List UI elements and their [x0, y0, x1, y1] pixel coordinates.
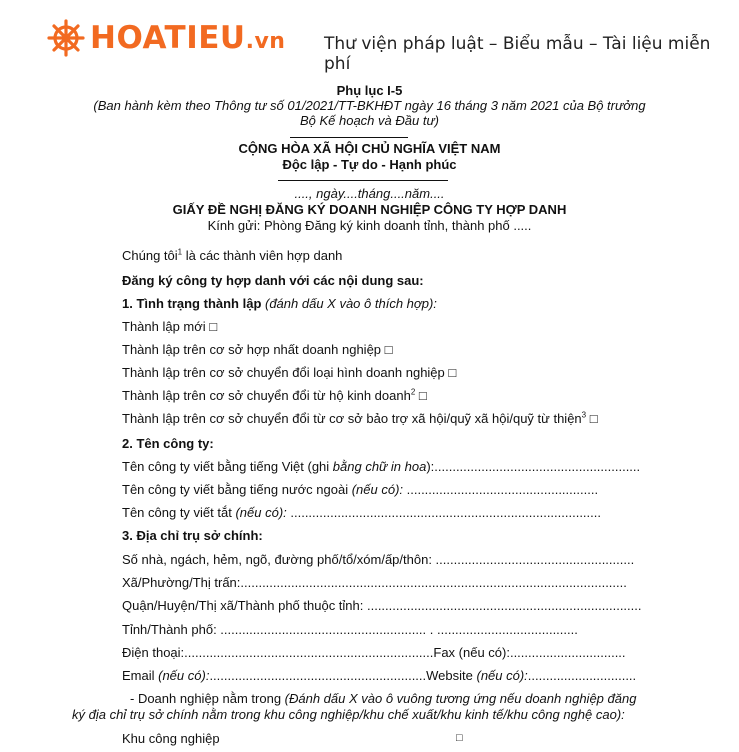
motto-underline	[278, 180, 448, 181]
site-header	[0, 0, 739, 80]
nation-heading: CỘNG HÒA XÃ HỘI CHỦ NGHĨA VIỆT NAM	[238, 141, 501, 156]
form-title: GIẤY ĐỀ NGHỊ ĐĂNG KÝ DOANH NGHIỆP CÔNG TY HỢP DANH	[172, 202, 567, 217]
section-1-heading: 1. Tình trạng thành lập (đánh dấu X vào ô thích hợp):	[122, 296, 437, 311]
industrial-zone-checkbox[interactable]: □	[456, 732, 463, 744]
company-name-short-field[interactable]: Tên công ty viết tắt (nếu có): ......................................................................................	[122, 505, 601, 520]
site-tagline: Thư viện pháp luật – Biểu mẫu – Tài liệu miễn phí	[324, 34, 711, 74]
ward-field[interactable]: Xã/Phường/Thị trấn:...........................................................................................................	[122, 575, 627, 590]
issued-by-line-2: Bộ Kế hoạch và Đầu tư)	[299, 113, 440, 128]
section-2-heading: 2. Tên công ty:	[122, 436, 214, 451]
national-motto: Độc lập - Tự do - Hạnh phúc	[282, 157, 457, 172]
option-new-establishment[interactable]: Thành lập mới □	[122, 319, 218, 334]
option-charity-conversion[interactable]: Thành lập trên cơ sở chuyển đổi từ cơ sở bảo trợ xã hội/quỹ xã hội/quỹ từ thiện$^3$ □	[122, 410, 598, 426]
date-line: ...., ngày....tháng....năm....	[294, 186, 445, 201]
option-type-conversion[interactable]: Thành lập trên cơ sở chuyển đổi loại hình doanh nghiệp □	[122, 365, 457, 380]
zone-instruction-line-1: - Doanh nghiệp nằm trong (Đánh dấu X vào ô vuông tương ứng nếu doanh nghiệp đăng	[130, 691, 637, 706]
district-field[interactable]: Quận/Huyện/Thị xã/Thành phố thuộc tỉnh: ............................................................................	[122, 598, 642, 613]
logo-wordmark: HOATIEU.vn	[90, 20, 286, 56]
industrial-zone-label: Khu công nghiệp	[122, 731, 220, 746]
intro-line: Chúng tôi$^1$ là các thành viên hợp danh	[122, 247, 343, 263]
issued-by-line-1: (Ban hành kèm theo Thông tư số 01/2021/TT-BKHĐT ngày 16 tháng 3 năm 2021 của Bộ trưởng	[93, 98, 646, 113]
phone-fax-field[interactable]: Điện thoại:.....................................................................Fax (nếu có):................................	[122, 645, 626, 660]
register-heading: Đăng ký công ty hợp danh với các nội dung sau:	[122, 273, 424, 288]
ship-wheel-icon	[46, 18, 86, 58]
zone-instruction-line-2: ký địa chỉ trụ sở chính nằm trong khu công nghiệp/khu chế xuất/khu kinh tế/khu công nghệ cao):	[72, 707, 625, 722]
addressee-line: Kính gửi: Phòng Đăng ký kinh doanh tỉnh, thành phố .....	[207, 218, 532, 233]
hoatieu-logo[interactable]	[46, 18, 285, 58]
company-name-vietnamese-field[interactable]: Tên công ty viết bằng tiếng Việt (ghi bằng chữ in hoa):.........................................................	[122, 459, 641, 474]
section-3-heading: 3. Địa chỉ trụ sở chính:	[122, 528, 263, 543]
company-name-foreign-field[interactable]: Tên công ty viết bằng tiếng nước ngoài (nếu có): .....................................................	[122, 482, 599, 497]
option-merger[interactable]: Thành lập trên cơ sở hợp nhất doanh nghiệp □	[122, 342, 393, 357]
option-household-conversion[interactable]: Thành lập trên cơ sở chuyển đổi từ hộ kinh doanh$^2$ □	[122, 387, 427, 403]
province-field[interactable]: Tỉnh/Thành phố: ......................................................... . .......................................	[122, 622, 578, 637]
street-address-field[interactable]: Số nhà, ngách, hẻm, ngõ, đường phố/tổ/xóm/ấp/thôn: .......................................................	[122, 552, 635, 567]
appendix-title: Phụ lục I-5	[336, 83, 403, 98]
email-website-field[interactable]: Email (nếu có):............................................................Website (nếu có):..............................	[122, 668, 637, 683]
rule-top	[290, 137, 408, 138]
